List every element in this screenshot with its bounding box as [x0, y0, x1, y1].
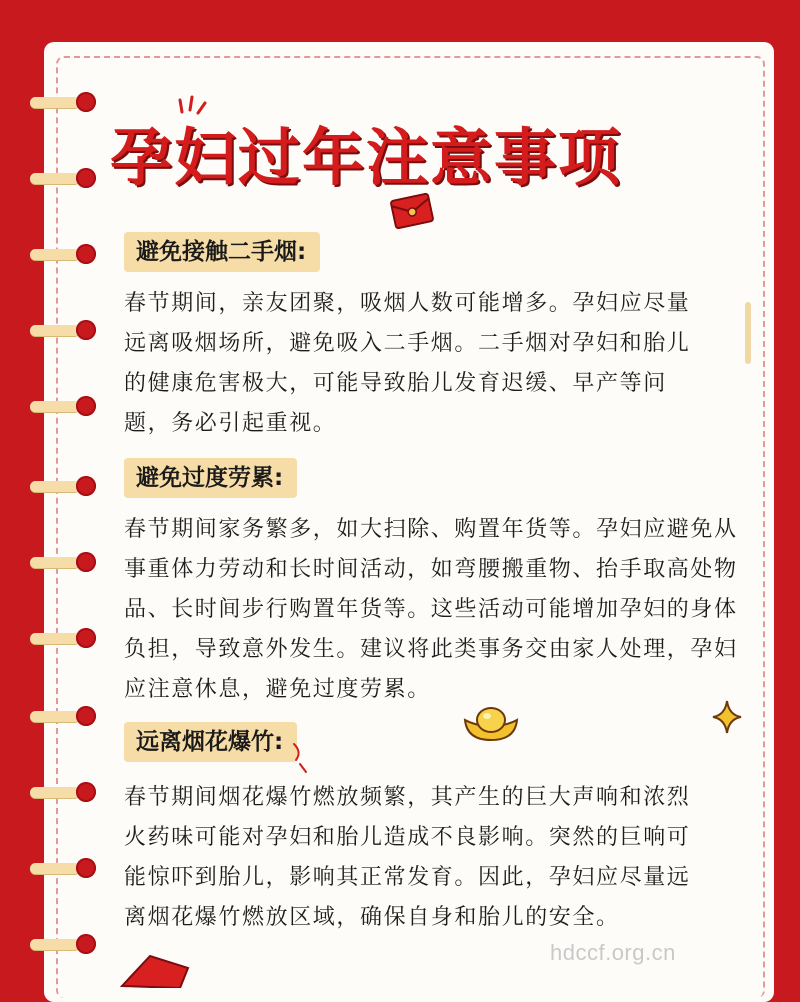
binding-ring [30, 92, 96, 114]
text-line: 远离吸烟场所，避免吸入二手烟。二手烟对孕妇和胎儿 [124, 331, 691, 356]
binding-ring [30, 244, 96, 266]
binding-ring [30, 476, 96, 498]
text-line: 负担，导致意外发生。建议将此类事务交由家人处理，孕妇 [124, 637, 738, 662]
text-line: 应注意休息，避免过度劳累。 [124, 677, 431, 702]
binding-ring [30, 934, 96, 956]
watermark: hdccf.org.cn [550, 940, 676, 965]
text-line: 春节期间烟花爆竹燃放频繁，其产生的巨大声响和浓烈 [124, 785, 691, 810]
binding-ring [30, 706, 96, 728]
section-body-fireworks [124, 778, 744, 938]
binding-ring [30, 396, 96, 418]
binding-ring [30, 320, 96, 342]
text-line: 的健康危害极大，可能导致胎儿发育迟缓、早产等问 [124, 371, 667, 396]
four-point-star-icon [712, 700, 742, 734]
text-line: 离烟花爆竹燃放区域，确保自身和胎儿的安全。 [124, 905, 620, 930]
section-heading-smoke: 避免接触二手烟: [124, 232, 320, 272]
text-line: 事重体力劳动和长时间活动，如弯腰搬重物、抬手取高处物 [124, 557, 738, 582]
text-line: 火药味可能对孕妇和胎儿造成不良影响。突然的巨响可 [124, 825, 691, 850]
scrollbar-thumb[interactable] [745, 302, 751, 364]
text-line: 题，务必引起重视。 [124, 411, 337, 436]
text-line: 春节期间，亲友团聚，吸烟人数可能增多。孕妇应尽量 [124, 291, 691, 316]
binding-ring [30, 782, 96, 804]
binding-ring [30, 628, 96, 650]
page-title: 孕妇过年注意事项 [110, 121, 623, 194]
binding-ring [30, 858, 96, 880]
text-line: 品、长时间步行购置年货等。这些活动可能增加孕妇的身体 [124, 597, 738, 622]
text-line: 能惊吓到胎儿，影响其正常发育。因此，孕妇应尽量远 [124, 865, 691, 890]
binding-ring [30, 552, 96, 574]
red-envelope-icon [120, 950, 190, 988]
section-body-fatigue [124, 510, 744, 710]
sparkle-lines-icon [290, 740, 310, 776]
gold-ingot-icon [462, 700, 520, 744]
binding-ring [30, 168, 96, 190]
text-line: 春节期间家务繁多，如大扫除、购置年货等。孕妇应避免从 [124, 517, 738, 542]
section-heading-fireworks: 远离烟花爆竹: [124, 722, 297, 762]
section-body-smoke [124, 284, 744, 444]
section-heading-fatigue: 避免过度劳累: [124, 458, 297, 498]
